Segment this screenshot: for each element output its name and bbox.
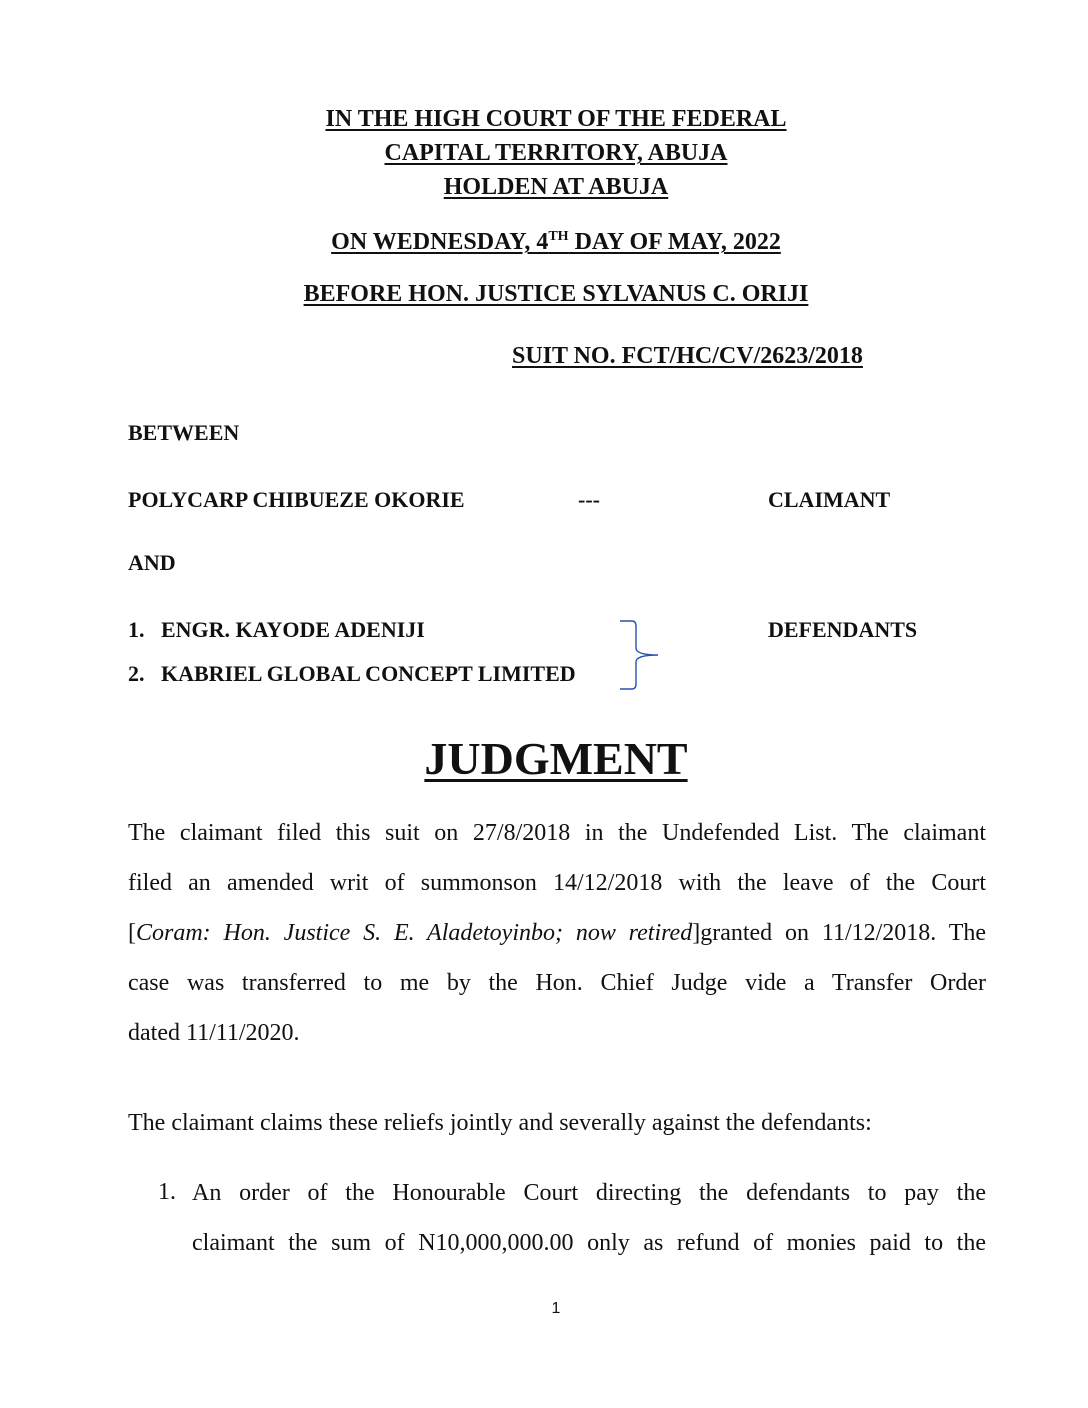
right-brace-icon (612, 618, 664, 692)
relief-1-text (192, 1168, 986, 1268)
date-superscript: TH (548, 229, 569, 244)
date-suffix: DAY OF MAY, 2022 (568, 229, 781, 255)
defendant-1-name: ENGR. KAYODE ADENIJI (161, 617, 425, 642)
party-separator: --- (578, 487, 600, 512)
between-label: BETWEEN (128, 420, 240, 445)
relief-1-line-1: An order of the Honourable Court directing the defendants to pay the (192, 1180, 986, 1206)
claimant-role: CLAIMANT (768, 487, 891, 512)
court-name-line2: CAPITAL TERRITORY, ABUJA (384, 140, 728, 166)
relief-1-number: 1. (158, 1179, 176, 1205)
paragraph-1-line-2: filed an amended writ of summonson 14/12/2018 with the leave of the Court (128, 870, 986, 896)
judgment-date (0, 229, 1088, 256)
defendant-2-number: 2. (128, 661, 145, 686)
court-name-line1: IN THE HIGH COURT OF THE FEDERAL (325, 106, 787, 132)
date-prefix: ON WEDNESDAY, 4 (331, 229, 549, 255)
paragraph-1-line-5: dated 11/11/2020. (128, 1020, 300, 1046)
coram-italic: Coram: Hon. Justice S. E. Aladetoyinbo; now retired (136, 920, 693, 946)
document-title: JUDGMENT (424, 733, 688, 784)
court-location: HOLDEN AT ABUJA (443, 174, 669, 200)
page-number: 1 (551, 1300, 561, 1317)
paragraph-2: The claimant claims these reliefs jointly and severally against the defendants: (128, 1110, 872, 1136)
claimant-name: POLYCARP CHIBUEZE OKORIE (128, 487, 465, 512)
defendant-role: DEFENDANTS (768, 617, 918, 642)
bracket-open: [ (128, 920, 136, 946)
relief-1-line-2: claimant the sum of N10,000,000.00 only as refund of monies paid to the (192, 1230, 986, 1256)
and-label: AND (128, 550, 176, 575)
defendant-1-number: 1. (128, 617, 145, 642)
paragraph-1 (128, 808, 986, 1058)
paragraph-1-line-3 (128, 908, 986, 958)
defendant-2-name: KABRIEL GLOBAL CONCEPT LIMITED (161, 661, 576, 686)
suit-number: SUIT NO. FCT/HC/CV/2623/2018 (512, 343, 863, 369)
paragraph-1-line-4: case was transferred to me by the Hon. Chief Judge vide a Transfer Order (128, 970, 986, 996)
paragraph-1-line-3-rest: ]granted on 11/12/2018. The (692, 920, 987, 946)
judge-line: BEFORE HON. JUSTICE SYLVANUS C. ORIJI (303, 281, 809, 307)
paragraph-1-line-1: The claimant filed this suit on 27/8/2018 in the Undefended List. The claimant (128, 820, 986, 846)
